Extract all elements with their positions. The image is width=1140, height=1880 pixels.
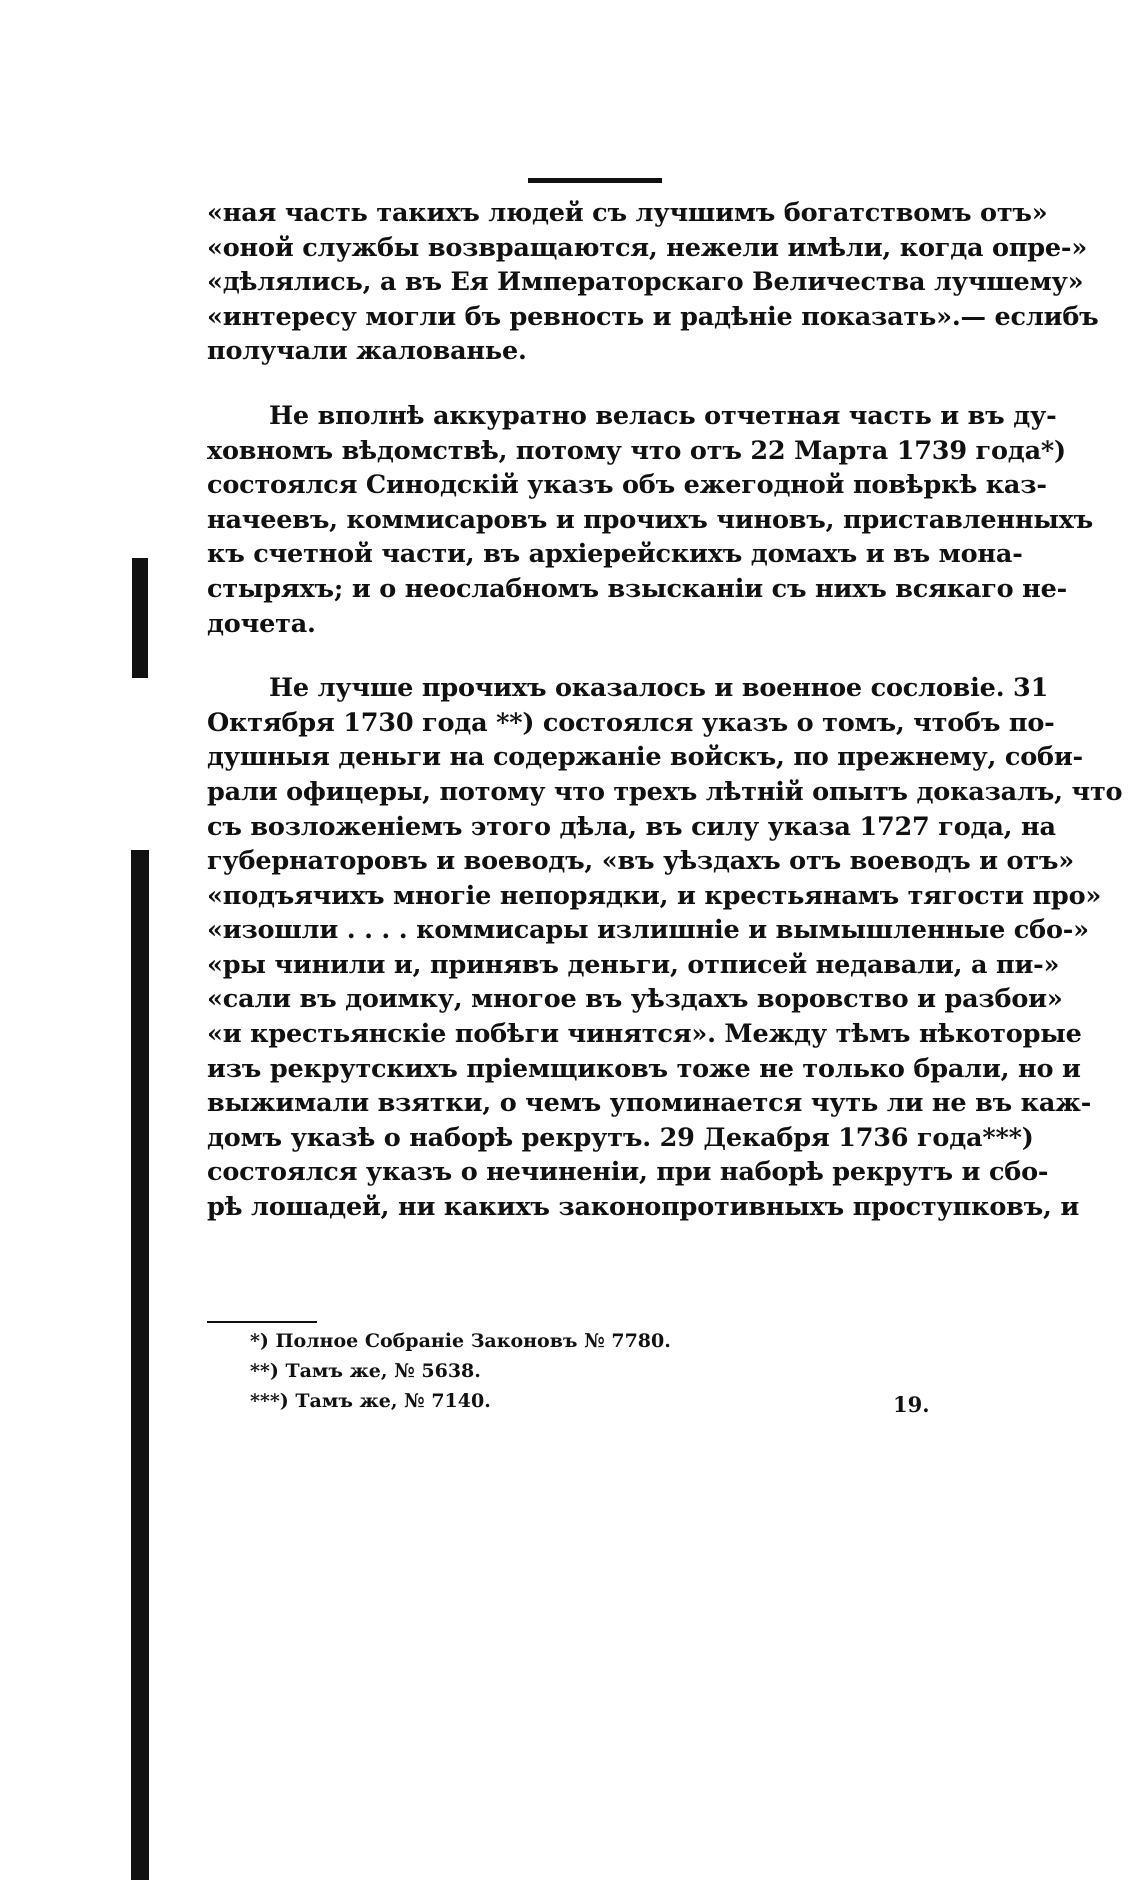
- text-line: изъ рекрутскихъ пріемщиковъ тоже не только брали, но и: [207, 1053, 1081, 1084]
- text-line: выжимали взятки, о чемъ упоминается чуть ли не въ каж-: [207, 1088, 1092, 1119]
- margin-mark: [131, 850, 149, 1880]
- text-line: «дѣлялись, а въ Ея Императорскаго Величества лучшему»: [207, 267, 1084, 298]
- text-line: получали жалованье.: [207, 336, 527, 367]
- paragraph-2: [207, 399, 1094, 641]
- text-line: начеевъ, коммисаровъ и прочихъ чиновъ, приставленныхъ: [207, 504, 1094, 535]
- text-line: Не лучше прочихъ оказалось и военное сословіе. 31: [269, 673, 1049, 704]
- margin-mark: [132, 558, 148, 678]
- text-line: дочета.: [207, 608, 316, 639]
- header-rule: [528, 178, 662, 183]
- text-line: губернаторовъ и воеводъ, «въ уѣздахъ отъ воеводъ и отъ»: [207, 846, 1075, 877]
- text-line: «ры чинили и, принявъ деньги, отписей недавали, а пи-»: [207, 949, 1060, 980]
- text-line: состоялся Синодскій указъ объ ежегодной повѣркѣ каз-: [207, 470, 1047, 501]
- text-line: «ная часть такихъ людей съ лучшимъ богатствомъ отъ»: [207, 198, 1048, 228]
- page-body: [207, 196, 1123, 1225]
- footnote-rule: [207, 1321, 317, 1323]
- text-line: стыряхъ; и о неослабномъ взысканіи съ нихъ всякаго не-: [207, 573, 1068, 604]
- footnote: **) Тамъ же, № 5638.: [250, 1360, 481, 1382]
- text-line: «изошли . . . . коммисары излишніе и вымышленные сбо-»: [207, 915, 1089, 946]
- text-line: состоялся указъ о нечиненіи, при наборѣ рекрутъ и сбо-: [207, 1157, 1049, 1188]
- paragraph-3: [207, 671, 1123, 1225]
- text-line: «сали въ доимку, многое въ уѣздахъ воровство и разбои»: [207, 984, 1063, 1015]
- text-line: душныя деньги на содержаніе войскъ, по прежнему, соби-: [207, 742, 1083, 773]
- text-line: съ возложеніемъ этого дѣла, въ силу указа 1727 года, на: [207, 811, 1056, 842]
- footnotes: [250, 1326, 700, 1416]
- page-number: 19.: [893, 1392, 930, 1417]
- text-line: «и крестьянскіе побѣги чинятся». Между тѣмъ нѣкоторые: [207, 1019, 1082, 1050]
- footnote: ***) Тамъ же, № 7140.: [250, 1390, 491, 1412]
- text-line: «подъячихъ многіе непорядки, и крестьянамъ тягости про»: [207, 880, 1102, 911]
- paragraph-1: [207, 196, 1099, 369]
- text-line: «интересу могли бъ ревность и радѣніе показать».— еслибъ: [207, 301, 1099, 332]
- text-line: «оной службы возвращаются, нежели имѣли, когда опре-»: [207, 232, 1088, 263]
- text-line: рѣ лошадей, ни какихъ законопротивныхъ проступковъ, и: [207, 1192, 1080, 1223]
- text-line: рали офицеры, потому что трехъ лѣтній опытъ доказалъ, что: [207, 776, 1123, 807]
- text-line: Не вполнѣ аккуратно велась отчетная часть и въ ду-: [269, 400, 1057, 431]
- text-line: ховномъ вѣдомствѣ, потому что отъ 22 Марта 1739 года*): [207, 435, 1066, 466]
- text-line: домъ указѣ о наборѣ рекрутъ. 29 Декабря 1736 года***): [207, 1122, 1034, 1153]
- footnote: *) Полное Собраніе Законовъ № 7780.: [250, 1330, 671, 1352]
- text-line: Октября 1730 года **) состоялся указъ о томъ, чтобъ по-: [207, 707, 1055, 738]
- text-line: къ счетной части, въ архіерейскихъ домахъ и въ мона-: [207, 539, 1023, 570]
